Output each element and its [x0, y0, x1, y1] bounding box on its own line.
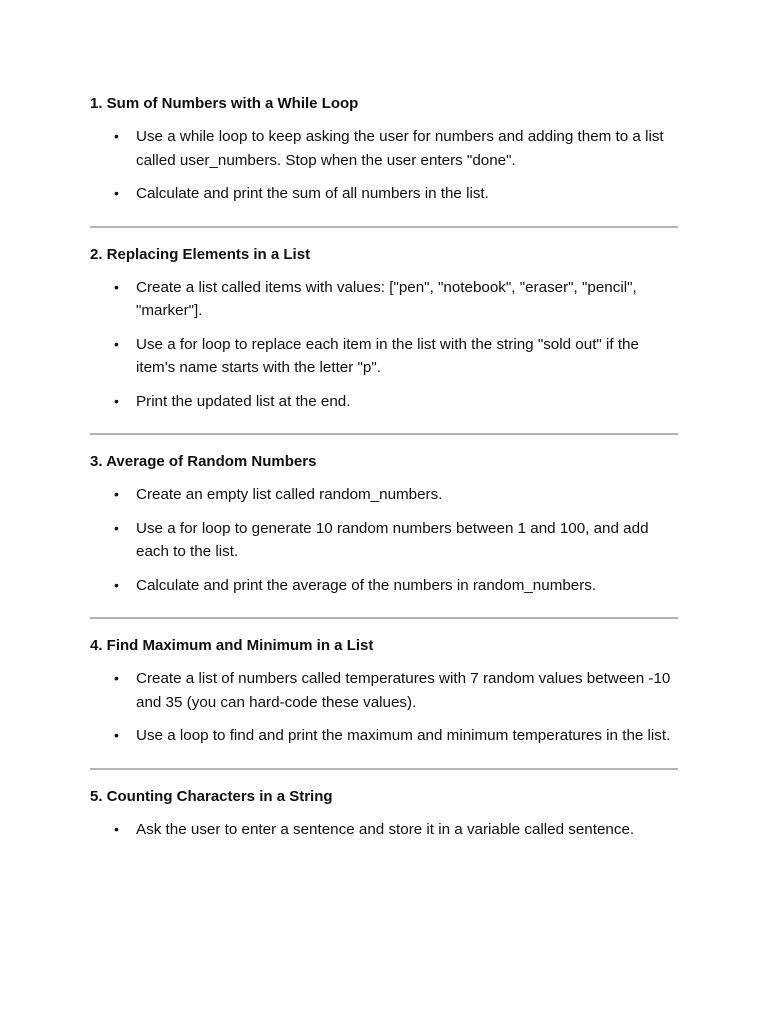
list-item [90, 724, 678, 748]
bullet-icon: • [114, 278, 119, 295]
bullet-list [90, 276, 678, 414]
list-item [90, 333, 678, 380]
list-item [90, 818, 678, 842]
bullet-icon: • [114, 335, 119, 352]
list-item-text: Print the updated list at the end. [136, 392, 351, 410]
list-item [90, 182, 678, 206]
bullet-icon: • [114, 820, 119, 837]
section-divider [90, 617, 678, 619]
bullet-list [90, 125, 678, 206]
section-divider [90, 226, 678, 228]
bullet-icon: • [114, 486, 119, 502]
section-divider [90, 433, 678, 435]
section-title: 1. Sum of Numbers with a While Loop [90, 95, 359, 112]
bullet-icon: • [114, 185, 119, 201]
bullet-icon: • [114, 670, 119, 686]
section-replacing-elements [90, 244, 678, 414]
list-item-text: Use a for loop to replace each item in the list with the string "sold out" if the item's name starts with the letter "p". [136, 335, 639, 376]
list-item [90, 667, 678, 714]
section-sum-of-numbers [90, 93, 678, 206]
list-item-text: Create a list called items with values: ["pen", "notebook", "eraser", "pencil", "marker"]. [136, 278, 637, 319]
list-item [90, 574, 678, 598]
bullet-icon: • [114, 727, 119, 743]
list-item-text: Use a for loop to generate 10 random numbers between 1 and 100, and add each to the list. [136, 519, 649, 560]
list-item [90, 125, 678, 172]
section-title: 3. Average of Random Numbers [90, 453, 317, 470]
section-title: 4. Find Maximum and Minimum in a List [90, 637, 374, 654]
section-title: 5. Counting Characters in a String [90, 787, 333, 805]
list-item-text: Use a loop to find and print the maximum and minimum temperatures in the list. [136, 727, 671, 744]
section-title: 2. Replacing Elements in a List [90, 245, 311, 263]
bullet-icon: • [114, 392, 119, 409]
list-item-text: Use a while loop to keep asking the user for numbers and adding them to a list called user_numbers. Stop when the user enters "done". [136, 128, 664, 169]
list-item [90, 276, 678, 323]
section-counting-characters [90, 786, 678, 842]
bullet-list [90, 818, 678, 842]
section-average-random [90, 451, 678, 597]
list-item-text: Create an empty list called random_numbers. [136, 486, 443, 503]
list-item [90, 483, 678, 507]
list-item-text: Calculate and print the average of the numbers in random_numbers. [136, 576, 597, 594]
bullet-icon: • [114, 128, 119, 144]
section-divider [90, 768, 678, 770]
bullet-list [90, 483, 678, 597]
list-item-text: Create a list of numbers called temperatures with 7 random values between -10 and 35 (you can hard-code these values). [136, 670, 671, 711]
bullet-icon: • [114, 519, 119, 536]
list-item [90, 390, 678, 414]
section-max-min [90, 635, 678, 748]
list-item-text: Ask the user to enter a sentence and store it in a variable called sentence. [136, 820, 635, 838]
list-item-text: Calculate and print the sum of all numbers in the list. [136, 185, 489, 202]
bullet-list [90, 667, 678, 748]
bullet-icon: • [114, 576, 119, 593]
list-item [90, 517, 678, 564]
